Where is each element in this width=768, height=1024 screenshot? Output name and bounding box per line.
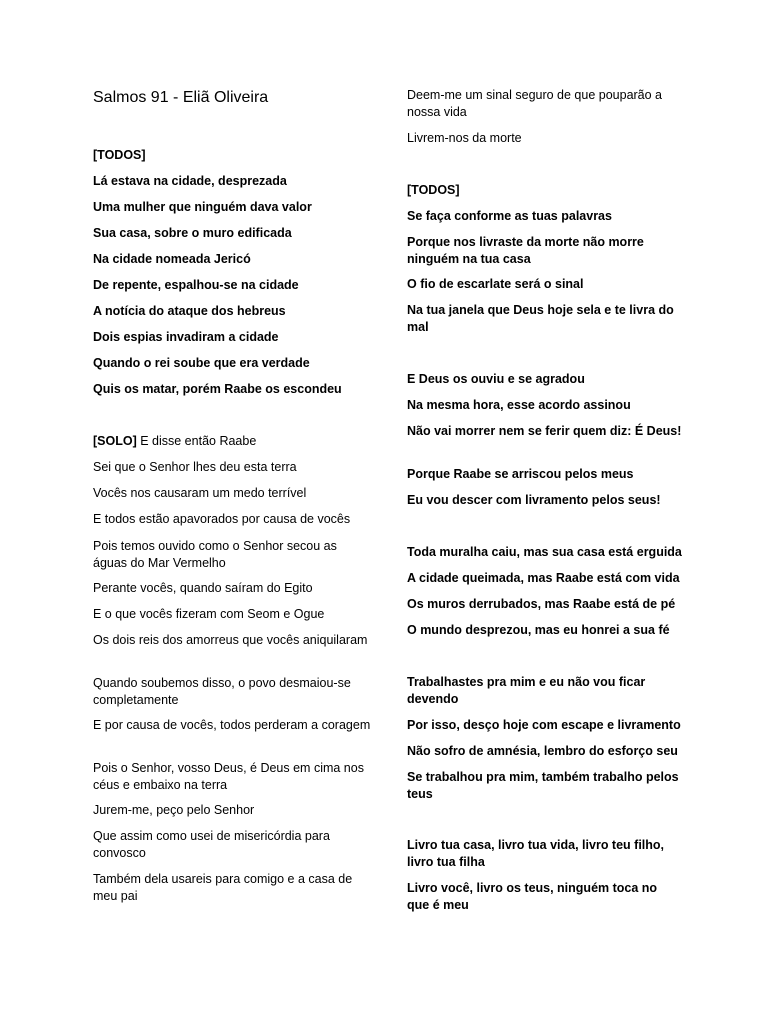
section-tag: [TODOS] xyxy=(407,183,460,197)
lyric-line: Vocês nos causaram um medo terrível xyxy=(93,486,307,500)
lyric-line xyxy=(407,182,682,199)
lyric-line: Perante vocês, quando saíram do Egito xyxy=(93,581,313,595)
lyric-line: A notícia do ataque dos hebreus xyxy=(93,304,286,318)
lyric-line: Lá estava na cidade, desprezada xyxy=(93,174,287,188)
section-tag: [TODOS] xyxy=(93,148,146,162)
lyric-line: O fio de escarlate será o sinal xyxy=(407,277,584,291)
page-title: Salmos 91 - Eliã Oliveira xyxy=(93,89,269,106)
lyric-line: E todos estão apavorados por causa de vocês xyxy=(93,512,351,526)
lyric-line: Quando soubemos disso, o povo desmaiou-se completamente xyxy=(93,676,351,707)
lyric-line: Toda muralha caiu, mas sua casa está erguida xyxy=(407,545,682,559)
lyric-line: A cidade queimada, mas Raabe está com vida xyxy=(407,571,680,585)
lyric-line: Pois o Senhor, vosso Deus, é Deus em cima nos céus e embaixo na terra xyxy=(93,761,364,792)
lyric-line: Na tua janela que Deus hoje sela e te livra do mal xyxy=(407,303,674,334)
lyric-line: Não vai morrer nem se ferir quem diz: É Deus! xyxy=(407,424,682,438)
lyric-line: Também dela usareis para comigo e a casa de meu pai xyxy=(93,872,353,903)
lyric-line: Uma mulher que ninguém dava valor xyxy=(93,200,312,214)
lyric-line: Dois espias invadiram a cidade xyxy=(93,330,279,344)
lyric-line: Porque nos livraste da morte não morre ninguém na tua casa xyxy=(407,235,644,266)
lyric-line: Os muros derrubados, mas Raabe está de pé xyxy=(407,597,676,611)
lyric-line: Por isso, desço hoje com escape e livramento xyxy=(407,718,681,732)
lyric-line: De repente, espalhou-se na cidade xyxy=(93,278,299,292)
lyric-line: Deem-me um sinal seguro de que pouparão a nossa vida xyxy=(407,88,663,119)
lyric-line: Que assim como usei de misericórdia para convosco xyxy=(93,829,330,860)
lyric-line: Os dois reis dos amorreus que vocês aniquilaram xyxy=(93,633,368,647)
lyric-line: Livro você, livro os teus, ninguém toca no que é meu xyxy=(407,881,658,912)
lyric-line: O mundo desprezou, mas eu honrei a sua fé xyxy=(407,623,670,637)
lyric-line: Porque Raabe se arriscou pelos meus xyxy=(407,467,634,481)
lyric-line: Livro tua casa, livro tua vida, livro teu filho, livro tua filha xyxy=(407,838,665,869)
lyric-line: Se trabalhou pra mim, também trabalho pelos teus xyxy=(407,770,679,801)
lyric-line: Na cidade nomeada Jericó xyxy=(93,252,251,266)
lyric-line: E Deus os ouviu e se agradou xyxy=(407,372,585,386)
lyric-line: Eu vou descer com livramento pelos seus! xyxy=(407,493,661,507)
lyric-line: [SOLO] E disse então Raabe xyxy=(93,434,257,448)
section-tag: [SOLO] xyxy=(93,434,137,448)
lyric-line: Jurem-me, peço pelo Senhor xyxy=(93,803,255,817)
lyric-line: Quis os matar, porém Raabe os escondeu xyxy=(93,382,342,396)
lyric-line: Sua casa, sobre o muro edificada xyxy=(93,226,292,240)
lyric-line: Quando o rei soube que era verdade xyxy=(93,356,310,370)
lyric-line: Se faça conforme as tuas palavras xyxy=(407,209,612,223)
lyric-line: Pois temos ouvido como o Senhor secou as águas do Mar Vermelho xyxy=(93,539,337,570)
lyric-line: Sei que o Senhor lhes deu esta terra xyxy=(93,460,297,474)
lyric-line: Não sofro de amnésia, lembro do esforço seu xyxy=(407,744,678,758)
lyric-line: E por causa de vocês, todos perderam a coragem xyxy=(93,718,371,732)
lyric-line: Na mesma hora, esse acordo assinou xyxy=(407,398,631,412)
lyric-line xyxy=(93,147,373,164)
lyric-line: Livrem-nos da morte xyxy=(407,131,522,145)
lyric-line: E o que vocês fizeram com Seom e Ogue xyxy=(93,607,325,621)
lyric-line: Trabalhastes pra mim e eu não vou ficar devendo xyxy=(407,675,646,706)
